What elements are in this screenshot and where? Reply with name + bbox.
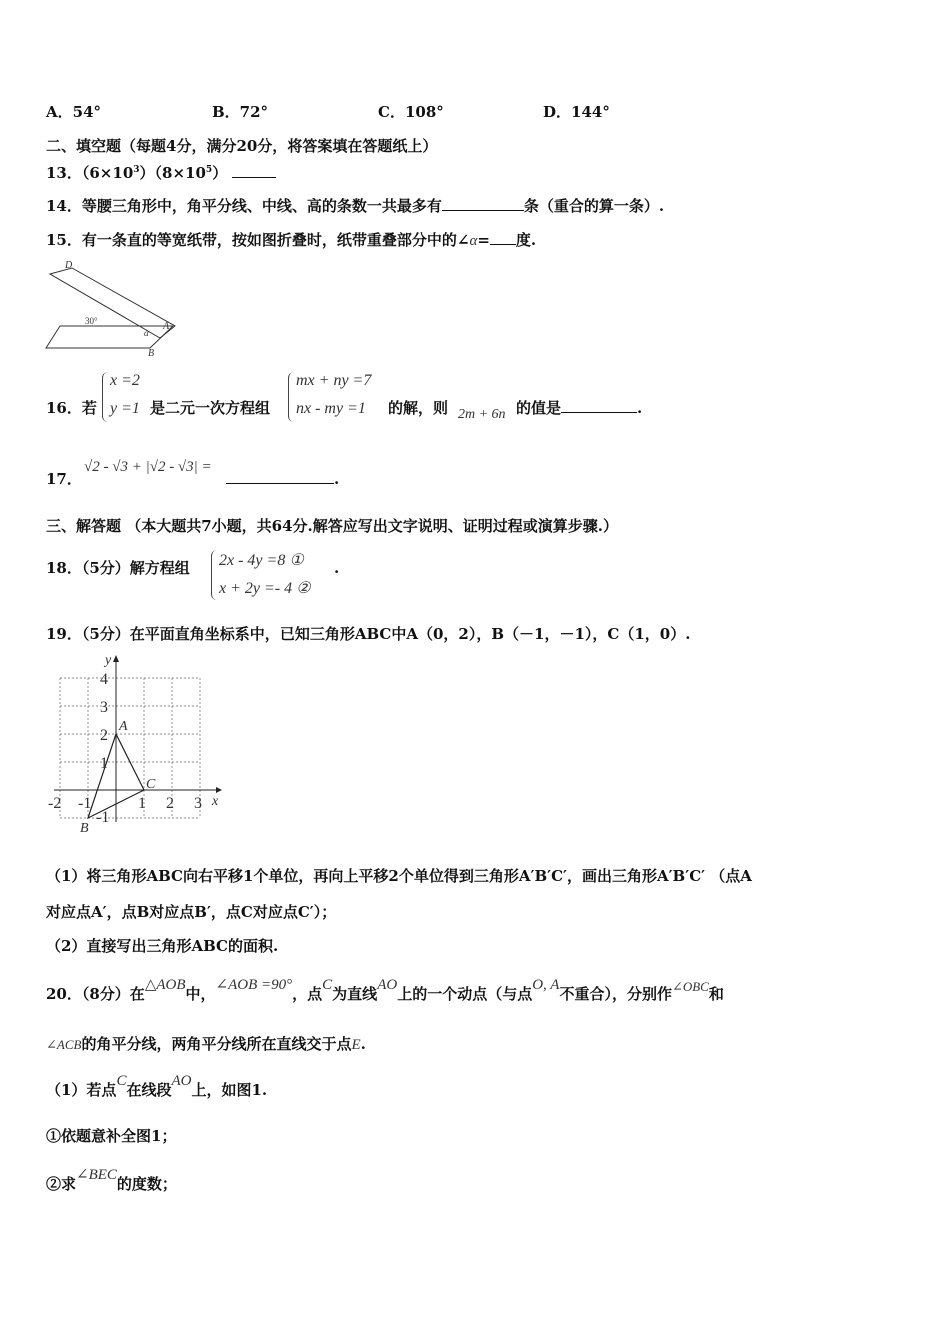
choice-b: B．72° xyxy=(212,103,269,121)
label-d: D xyxy=(65,260,73,271)
choice-c: C．108° xyxy=(378,103,444,121)
question-18-end: . xyxy=(334,559,340,577)
question-20-line1: 20．（8分）在△AOB中，∠AOB =90°，点C为直线AO上的一个动点（与点O, A不重合），分别作∠OBC和 xyxy=(46,977,724,1003)
label-alpha: α xyxy=(144,328,149,338)
brace-16a xyxy=(102,372,109,422)
x-tick: 3 xyxy=(194,795,202,812)
x-axis-label: x xyxy=(212,794,219,809)
question-20-part1b: ②求∠BEC的度数； xyxy=(46,1167,177,1193)
answer-blank[interactable] xyxy=(226,469,334,484)
question-13: 13．$(6\times 10^3)(8\times 10^5)$ xyxy=(46,160,276,183)
system-18-2: x + 2y =- 4 ② xyxy=(219,580,311,597)
question-16-label: 16．若 xyxy=(46,399,97,417)
x-tick: -2 xyxy=(48,795,62,812)
question-14: 14．等腰三角形中，角平分线、中线、高的条数一共最多有 条（重合的算一条）. xyxy=(46,197,665,215)
figure-15-folded-strip xyxy=(40,256,180,360)
answer-blank[interactable] xyxy=(232,163,276,178)
question-16-tail: 的值是 . xyxy=(516,399,643,417)
question-17-answer: . xyxy=(226,469,339,489)
system-16a-1: x =2 xyxy=(110,372,140,389)
x-tick: 2 xyxy=(166,795,174,812)
y-tick: 4 xyxy=(100,671,108,688)
label-b: B xyxy=(148,348,155,359)
system-16a-2: y =1 xyxy=(110,400,140,417)
answer-blank[interactable] xyxy=(561,398,637,413)
y-tick: -1 xyxy=(96,809,110,826)
label-30: 30° xyxy=(85,316,98,326)
question-19-part1a: （1）将三角形ABC向右平移1个单位，再向上平移2个单位得到三角形A′B′C′，画出三角形A′B′C′ （点A xyxy=(46,867,752,885)
x-tick: -1 xyxy=(78,795,92,812)
y-tick: 2 xyxy=(100,727,108,744)
question-17-label: 17． xyxy=(46,470,82,488)
question-16-mid: 是二元一次方程组 xyxy=(150,399,271,417)
section-2-heading: 二、填空题（每题4分，满分20分，将答案填在答题纸上） xyxy=(46,137,438,155)
answer-blank[interactable] xyxy=(490,230,516,245)
y-tick: 3 xyxy=(100,699,108,716)
expr-16: 2m + 6n xyxy=(458,407,506,422)
y-axis-label: y xyxy=(105,653,112,668)
question-19: 19．（5分）在平面直角坐标系中，已知三角形ABC中A（0，2），B（－1，－1），C（1，0）. xyxy=(46,625,691,643)
section-3-heading: 三、解答题 （本大题共7小题，共64分.解答应写出文字说明、证明过程或演算步骤.） xyxy=(46,517,618,535)
system-16b-1: mx + ny =7 xyxy=(296,372,372,389)
question-20-part1: （1）若点C在线段AO上，如图1. xyxy=(46,1073,268,1099)
brace-16b xyxy=(288,372,295,422)
point-b-label: B xyxy=(80,821,89,836)
question-19-part1b: 对应点A′，点B对应点B′，点C对应点C′）； xyxy=(46,903,337,921)
x-tick: 1 xyxy=(138,795,146,812)
system-16b-2: nx - my =1 xyxy=(296,400,366,417)
point-c-label: C xyxy=(146,777,156,792)
point-a-label: A xyxy=(119,719,128,734)
figure-19-coordinate-grid xyxy=(40,650,230,836)
question-19-part2: （2）直接写出三角形ABC的面积. xyxy=(46,937,279,955)
answer-blank[interactable] xyxy=(442,196,524,211)
choice-d: D．144° xyxy=(543,103,610,121)
brace-18 xyxy=(211,550,218,600)
question-16-mid2: 的解，则 xyxy=(388,399,449,417)
question-18-label: 18．（5分）解方程组 xyxy=(46,559,190,577)
question-20-line2: ∠ACB的角平分线，两角平分线所在直线交于点E. xyxy=(46,1035,366,1053)
question-20-part1a: ①依题意补全图1； xyxy=(46,1127,177,1145)
question-15: 15．有一条直的等宽纸带，按如图折叠时，纸带重叠部分中的∠α= 度. xyxy=(46,231,537,249)
y-tick: 1 xyxy=(100,755,108,772)
system-18-1: 2x - 4y =8 ① xyxy=(219,552,304,569)
expr-17: √2 - √3 + |√2 - √3| = xyxy=(84,459,212,475)
label-a: A xyxy=(163,321,170,332)
choice-a: A．54° xyxy=(46,103,102,121)
